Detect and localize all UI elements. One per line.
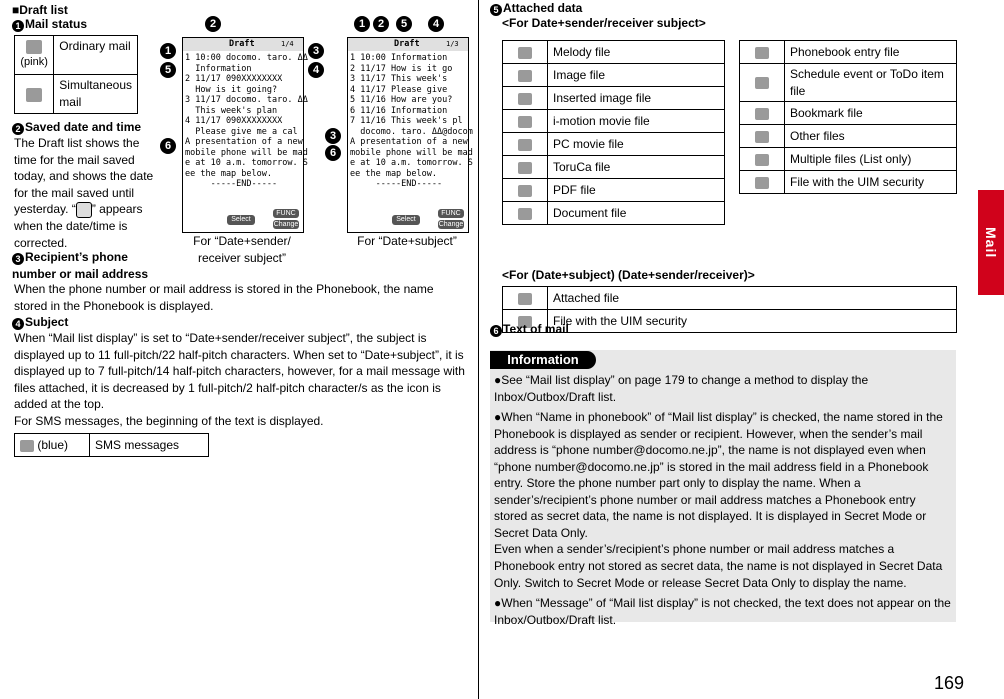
table-row [503,110,725,133]
attachment-label: Multiple files (List only) [785,148,957,171]
callout-4: 4 [428,16,444,32]
screen-line: 1 10:00 Information [350,53,448,63]
mail-pink-icon [26,40,42,54]
information-body [494,372,952,632]
attachment-label: Bookmark file [785,102,957,125]
info-bullet: ●When “Name in phonebook” of “Mail list display” is checked, the name stored in the Phonebook is displayed as sender or recipient. However, when the sender’s mail address is “phone number@docomo.ne.jp”, the name is not displayed even when “phone number@docomo.ne.jp” is stored in the mail address field in a Phonebook entry. Store the phone number part only to display the name. When a sender’s/recipient’s phone number or mail address matches a Phonebook entry stored as secret data, the name is not displayed. It is displayed in Secret Mode or Secret Data Only. Even when a sender’s/recipient’s phone number or mail address matches a Phonebook entry not stored as secret data, the name is not displayed in Secret Data Only. Switch to Secret Mode or release Secret Data Only to display the name. [494,410,943,590]
callout-1: 1 [160,43,176,59]
attachment-label: Document file [548,202,725,225]
sms-desc: SMS messages [90,434,209,457]
screen-page: 1/4 [281,40,294,48]
attachment-label: Phonebook entry file [785,41,957,64]
callout-6: 6 [325,145,341,161]
attached-file-icon [518,293,532,305]
screen-line: 6 11/16 Information [350,105,448,116]
item-4-heading: 4 Subject [12,314,68,331]
pc-movie-file-icon [518,139,532,151]
softkey-select: Select [227,215,255,225]
screen-line: Information [185,63,252,74]
table-row [503,287,957,310]
callout-6: 6 [490,325,502,337]
information-label: Information [490,351,596,369]
screen-line: ee the map below. [350,168,437,179]
attachment-label: ToruCa file [548,156,725,179]
screen-line: ee the map below. [185,168,272,179]
phonebook-entry-file-icon [755,47,769,59]
screen-line: 3 11/17 docomo. taro. ΔΔ [185,95,308,105]
document-file-icon [518,208,532,220]
melody-file-icon [518,47,532,59]
item-3-heading: 3 Recipient’s phone number or mail address [12,250,149,281]
item-2-body: The Draft list shows the time for the mail saved today, and shows the date for the mail saved until yesterday. “ ” appears when the date/time is corrected. [14,136,154,250]
side-tab-mail: Mail [978,190,1004,295]
table-row [740,102,957,125]
attachment-label: Inserted image file [548,87,725,110]
info-bullet: ●When “Message” of “Mail list display” is not checked, the text does not appear on the Inbox/Outbox/Draft list. [494,596,951,627]
table-row [15,75,138,114]
callout-1: 1 [12,20,24,32]
table-row: (blue) SMS messages [15,434,209,457]
screen-line: How is it going? [185,84,278,95]
screen-line: mobile phone will be mad [185,147,308,158]
callout-3: 3 [308,43,324,59]
softkey-change: Change [273,221,299,228]
screen-line: 7 11/16 This week's pl [350,116,463,126]
toruca-file-icon [518,162,532,174]
callout-5: 5 [490,4,502,16]
screen-1-caption: For “Date+sender/ receiver subject” [193,234,291,265]
callout-2: 2 [373,16,389,32]
screen-line: 4 11/17 Please give [350,84,448,95]
softkey-func: FUNC [438,209,464,218]
item-1-heading: 1 Mail status [12,16,87,33]
item-5-heading: 5 Attached data [490,0,582,17]
item-2-heading: 2 Saved date and time [12,119,141,136]
callout-5: 5 [160,62,176,78]
table-row [503,202,725,225]
screen-line: 3 11/17 This week's [350,74,448,84]
attachment-label: Schedule event or ToDo item file [785,64,957,102]
phone-screen-date-subject [347,37,473,233]
other-files-icon [755,131,769,143]
softkey-select: Select [392,215,420,225]
schedule-event-file-icon [755,77,769,89]
attachment-label: PC movie file [548,133,725,156]
callout-5: 5 [396,16,412,32]
callout-1: 1 [354,16,370,32]
attachment-label: File with the UIM security [548,310,957,333]
screen-line: mobile phone will be mad [350,147,473,158]
screen-title: Draft [394,39,420,49]
callout-3: 3 [12,253,24,265]
screen-line: A presentation of a new [185,137,303,147]
table-row [740,171,957,194]
attachment-label: Melody file [548,41,725,64]
attachment-label: Image file [548,64,725,87]
attachment-label: File with the UIM security [785,171,957,194]
item-4-body: When “Mail list display” is set to “Date+sender/receiver subject”, the subject is displayed up to 11 full-pitch/22 half-pitch characters. When set to “Date+subject”, it is displayed up to 7 full-pitch/14 half-pitch characters, however, for a mail message with files attached, it is decreased by 1 full-pitch/2 half-pitch character/s as the icon is added at the top. For SMS messages, the beginning of the text is displayed. [14,331,465,428]
image-file-icon [518,70,532,82]
screen-line: -----END----- [350,179,443,189]
screen-line: 5 11/16 How are you? [350,95,453,105]
table-row [740,148,957,171]
item-6-heading: 6 Text of mail [490,321,569,338]
table-row [740,64,957,102]
section-title: ■Draft list [12,3,68,17]
status-desc: Simultaneous mail [54,75,138,114]
attached-data-table-2 [502,286,957,333]
screen-line: docomo. taro. ΔΔ@docom [350,126,473,137]
sms-blue-icon [20,440,34,452]
screen-line: 4 11/17 090XXXXXXXX [185,116,283,126]
item-3-body: When the phone number or mail address is stored in the Phonebook, the name stored in the Phonebook is displayed. [14,282,434,313]
screen-line: e at 10 a.m. tomorrow. S [185,158,308,168]
pdf-file-icon [518,185,532,197]
table-row [503,133,725,156]
page-number: 169 [933,673,964,694]
table-row [740,41,957,64]
screen-page: 1/3 [446,40,459,48]
sms-table [14,433,209,457]
screen-text [185,53,308,190]
screen-line: This week's plan [185,105,278,116]
screen-title: Draft [229,39,255,49]
attached-data-table-left [502,40,725,225]
table-row [503,41,725,64]
table-row: (pink) Ordinary mail [15,36,138,75]
attached-data-table-right [739,40,957,194]
screen-line: A presentation of a new [350,137,468,147]
subheading-date-sender: <For Date+sender/receiver subject> [502,16,706,30]
screen-line: 2 11/17 090XXXXXXXX [185,74,283,84]
callout-4: 4 [12,318,24,330]
callout-4: 4 [308,62,324,78]
inserted-image-file-icon [518,93,532,105]
multiple-files-icon [755,154,769,166]
table-row [503,156,725,179]
uim-security-file-icon [755,177,769,189]
callout-3: 3 [325,128,341,144]
screen-text [350,53,473,190]
attachment-label: PDF file [548,179,725,202]
i-motion-movie-file-icon [518,116,532,128]
table-row [503,310,957,333]
screen-line: e at 10 a.m. tomorrow. S [350,158,473,168]
subheading-date-subject: <For (Date+subject) (Date+sender/receiver)> [502,268,755,282]
clock-icon [76,202,92,218]
callout-2: 2 [12,123,24,135]
softkey-func: FUNC [273,209,299,218]
attachment-label: Other files [785,125,957,148]
screen-line: -----END----- [185,179,278,189]
info-bullet: ●See “Mail list display” on page 179 to change a method to display the Inbox/Outbox/Draft list. [494,373,869,404]
status-desc: Ordinary mail [54,36,138,75]
attachment-label: Attached file [548,287,957,310]
table-row [503,87,725,110]
mail-status-table [14,35,138,114]
table-row [740,125,957,148]
screen-line: Please give me a cal [185,126,298,137]
bookmark-file-icon [755,108,769,120]
callout-6: 6 [160,138,176,154]
softkey-change: Change [438,221,464,228]
mail-simultaneous-icon [26,88,42,102]
table-row [503,64,725,87]
attachment-label: i-motion movie file [548,110,725,133]
screen-2-caption: For “Date+subject” [357,234,457,248]
callout-2: 2 [205,16,221,32]
table-row [503,179,725,202]
phone-screen-date-sender [182,37,308,233]
column-divider [478,0,479,699]
screen-line: 2 11/17 How is it go [350,63,453,74]
screen-line: 1 10:00 docomo. taro. ΔΔ [185,53,308,63]
